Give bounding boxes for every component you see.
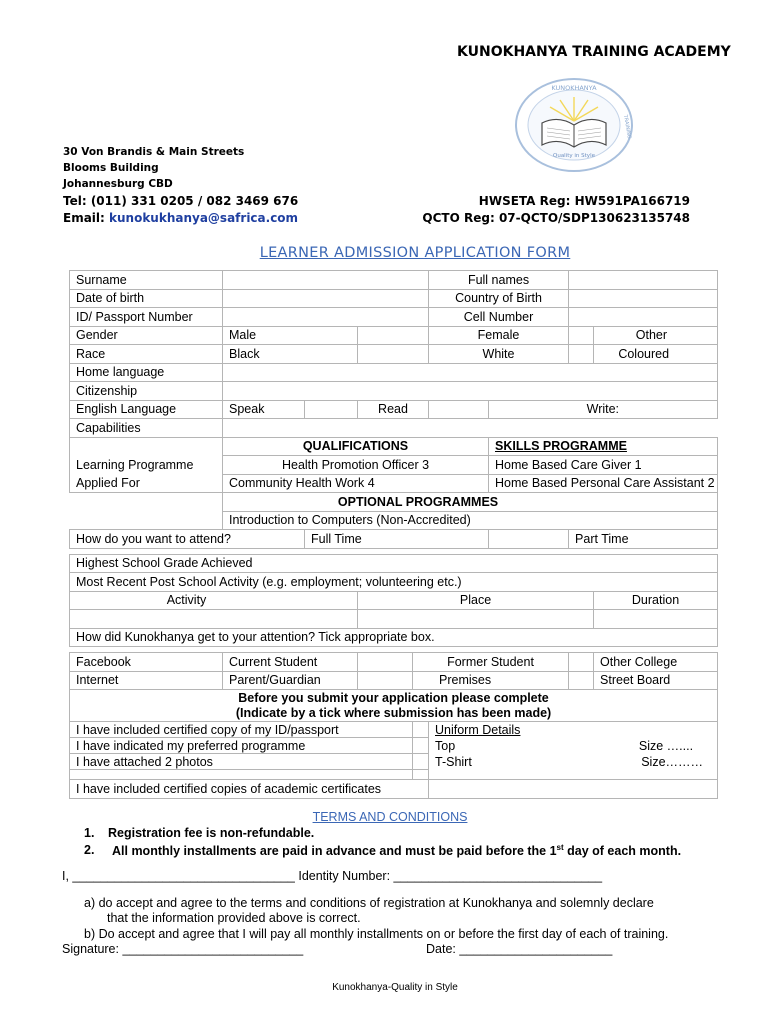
row-indicate <box>70 706 718 722</box>
chw4-option[interactable]: Community Health Work 4 <box>223 474 489 493</box>
gender-other-label: Other <box>594 326 718 345</box>
before-submit-heading: Before you submit your application please complete <box>70 690 718 706</box>
current-student-option[interactable]: Current Student <box>223 653 358 672</box>
hbpca2-option[interactable]: Home Based Personal Care Assistant 2 <box>489 474 718 493</box>
applied-for-label: Applied For <box>70 474 223 493</box>
row-surname <box>70 271 718 290</box>
terms-title: TERMS AND CONDITIONS <box>312 810 468 824</box>
hwseta-reg: HWSETA Reg: HW591PA166719 <box>478 194 690 208</box>
street-board-option[interactable]: Street Board <box>594 671 718 690</box>
qcto-reg: QCTO Reg: 07-QCTO/SDP130623135748 <box>422 211 690 225</box>
intro-computers-option[interactable]: Introduction to Computers (Non-Accredited) <box>223 511 718 530</box>
race-black-checkbox[interactable] <box>358 345 429 364</box>
how-attend-label: How do you want to attend? <box>70 530 305 549</box>
parent-guardian-option[interactable]: Parent/Guardian <box>223 671 358 690</box>
check-programme-box[interactable] <box>413 738 429 754</box>
row-how-did <box>70 628 718 647</box>
highest-grade-label[interactable]: Highest School Grade Achieved <box>70 554 718 573</box>
term-2-pre: All monthly installments are paid in advance and must be paid before the 1 <box>112 844 557 859</box>
other-college-option[interactable]: Other College <box>594 653 718 672</box>
surname-field[interactable] <box>223 271 429 290</box>
term-1-number: 1. <box>84 826 95 840</box>
row-gender <box>70 326 718 345</box>
email <box>63 211 298 225</box>
optional-spacer-2 <box>70 511 223 530</box>
premises-option[interactable]: Premises <box>413 671 569 690</box>
date-line[interactable]: Date: ______________________ <box>426 942 613 956</box>
hpo3-option[interactable]: Health Promotion Officer 3 <box>223 456 489 475</box>
row-race <box>70 345 718 364</box>
hbcg1-option[interactable]: Home Based Care Giver 1 <box>489 456 718 475</box>
term-2-post: day of each month. <box>563 844 682 859</box>
telephone: Tel: (011) 331 0205 / 082 3469 676 <box>63 194 299 208</box>
race-coloured-label: Coloured <box>594 345 718 364</box>
gender-male-checkbox[interactable] <box>358 326 429 345</box>
capabilities-label: Capabilities <box>70 419 223 438</box>
seal-tagline: Quality in Style <box>553 153 595 159</box>
place-field[interactable] <box>358 610 594 629</box>
english-label: English Language <box>70 400 223 419</box>
write-label: Write: <box>489 400 718 419</box>
address-line-3: Johannesburg CBD <box>63 178 173 190</box>
academy-seal-logo <box>508 75 640 175</box>
optional-programmes-header: OPTIONAL PROGRAMMES <box>223 493 718 512</box>
admission-form-table <box>69 270 718 799</box>
signature-line[interactable]: Signature: __________________________ <box>62 942 304 956</box>
duration-header: Duration <box>594 591 718 610</box>
row-dob <box>70 289 718 308</box>
row-optional-header <box>70 493 718 512</box>
recent-activity-label: Most Recent Post School Activity (e.g. employment; volunteering etc.) <box>70 573 718 592</box>
former-student-option[interactable]: Former Student <box>413 653 569 672</box>
facebook-option[interactable]: Facebook <box>70 653 223 672</box>
uniform-details-label: Uniform Details <box>429 722 718 738</box>
footer-tagline: Kunokhanya-Quality in Style <box>332 982 458 993</box>
activity-field[interactable] <box>70 610 358 629</box>
dob-label: Date of birth <box>70 289 223 308</box>
gender-male-label: Male <box>223 326 358 345</box>
speak-checkbox[interactable] <box>305 400 358 419</box>
gender-female-checkbox[interactable] <box>569 326 594 345</box>
skills-programme-header: SKILLS PROGRAMME <box>489 437 718 456</box>
speak-label: Speak <box>223 400 305 419</box>
email-label: Email: <box>63 211 110 225</box>
gender-female-label: Female <box>429 326 569 345</box>
form-title: LEARNER ADMISSION APPLICATION FORM <box>259 245 571 261</box>
race-black-label: Black <box>223 345 358 364</box>
term-2-sup: st <box>556 843 564 852</box>
row-check-photos <box>70 754 718 770</box>
duration-field[interactable] <box>594 610 718 629</box>
programme-header-spacer <box>70 437 223 456</box>
term-1: Registration fee is non-refundable. <box>108 826 315 840</box>
cell-field[interactable] <box>569 308 718 327</box>
full-time-checkbox[interactable] <box>489 530 569 549</box>
premises-checkbox[interactable] <box>569 671 594 690</box>
home-language-label: Home language <box>70 363 223 382</box>
full-names-label: Full names <box>429 271 569 290</box>
term-2-number: 2. <box>84 843 95 857</box>
dob-field[interactable] <box>223 289 429 308</box>
check-programme-label: I have indicated my preferred programme <box>70 738 413 754</box>
how-did-label: How did Kunokhanya get to your attention? Tick appropriate box. <box>70 628 718 647</box>
top-size-field[interactable]: Size ….... <box>569 738 718 754</box>
row-source-2 <box>70 671 718 690</box>
current-student-checkbox[interactable] <box>358 653 413 672</box>
check-id-box[interactable] <box>413 722 429 738</box>
row-optional-1 <box>70 511 718 530</box>
declaration-a: a) do accept and agree to the terms and conditions of registration at Kunokhanya and solemnly declare <box>84 896 654 910</box>
email-link[interactable]: kunokukhanya@safrica.com <box>109 211 299 225</box>
former-student-checkbox[interactable] <box>569 653 594 672</box>
check-photos-box[interactable] <box>413 754 429 770</box>
address-line-2: Blooms Building <box>63 162 159 174</box>
row-recent-activity <box>70 573 718 592</box>
race-white-label: White <box>429 345 569 364</box>
learning-programme-label: Learning Programme <box>70 456 223 475</box>
home-language-field[interactable] <box>223 363 718 382</box>
row-programme-1 <box>70 456 718 475</box>
row-capabilities <box>70 419 718 438</box>
check-certificates-box[interactable] <box>429 780 718 799</box>
row-english <box>70 400 718 419</box>
uniform-blank <box>429 770 718 780</box>
id-field[interactable] <box>223 308 429 327</box>
parent-guardian-checkbox[interactable] <box>358 671 413 690</box>
capabilities-spacer <box>223 419 718 438</box>
check-blank-cell <box>70 770 413 780</box>
address-line-1: 30 Von Brandis & Main Streets <box>63 146 245 158</box>
tshirt-label: T-Shirt <box>429 754 569 770</box>
check-blank-box <box>413 770 429 780</box>
part-time-option[interactable]: Part Time <box>569 530 718 549</box>
check-certificates-label: I have included certified copies of academic certificates <box>70 780 429 799</box>
race-label: Race <box>70 345 223 364</box>
row-check-certificates <box>70 780 718 799</box>
seal-side-text: TRAINING <box>621 114 633 140</box>
row-check-id <box>70 722 718 738</box>
cell-label: Cell Number <box>429 308 569 327</box>
row-source-1 <box>70 653 718 672</box>
optional-spacer <box>70 493 223 512</box>
surname-label: Surname <box>70 271 223 290</box>
row-programme-headers <box>70 437 718 456</box>
race-white-checkbox[interactable] <box>569 345 594 364</box>
read-label: Read <box>358 400 429 419</box>
row-programme-2 <box>70 474 718 493</box>
row-check-blank <box>70 770 718 780</box>
id-label: ID/ Passport Number <box>70 308 223 327</box>
academy-name: KUNOKHANYA TRAINING ACADEMY <box>457 44 731 60</box>
declaration-a-continued: that the information provided above is correct. <box>107 911 361 925</box>
top-label: Top <box>429 738 569 754</box>
citizenship-field[interactable] <box>223 382 718 401</box>
check-photos-label: I have attached 2 photos <box>70 754 413 770</box>
row-attend <box>70 530 718 549</box>
identity-line[interactable]: I, ________________________________ Identity Number: ______________________________ <box>62 869 603 883</box>
seal-top-text: KUNOKHANYA <box>551 84 597 92</box>
row-before-submit <box>70 690 718 706</box>
row-activity-headers <box>70 591 718 610</box>
activity-header: Activity <box>70 591 358 610</box>
indicate-tick-heading: (Indicate by a tick where submission has been made) <box>70 706 718 722</box>
row-check-programme <box>70 738 718 754</box>
row-citizenship <box>70 382 718 401</box>
qualifications-header: QUALIFICATIONS <box>223 437 489 456</box>
internet-option[interactable]: Internet <box>70 671 223 690</box>
full-names-field[interactable] <box>569 271 718 290</box>
row-highest-grade <box>70 554 718 573</box>
place-header: Place <box>358 591 594 610</box>
citizenship-label: Citizenship <box>70 382 223 401</box>
tshirt-size-field[interactable]: Size……… <box>569 754 718 770</box>
term-2 <box>112 843 681 858</box>
country-of-birth-label: Country of Birth <box>429 289 569 308</box>
row-id <box>70 308 718 327</box>
full-time-option[interactable]: Full Time <box>305 530 489 549</box>
declaration-b: b) Do accept and agree that I will pay all monthly installments on or before the first day of each of training. <box>84 927 669 941</box>
read-checkbox[interactable] <box>429 400 489 419</box>
row-activity-entry <box>70 610 718 629</box>
gender-label: Gender <box>70 326 223 345</box>
country-of-birth-field[interactable] <box>569 289 718 308</box>
check-id-label: I have included certified copy of my ID/passport <box>70 722 413 738</box>
row-home-language <box>70 363 718 382</box>
